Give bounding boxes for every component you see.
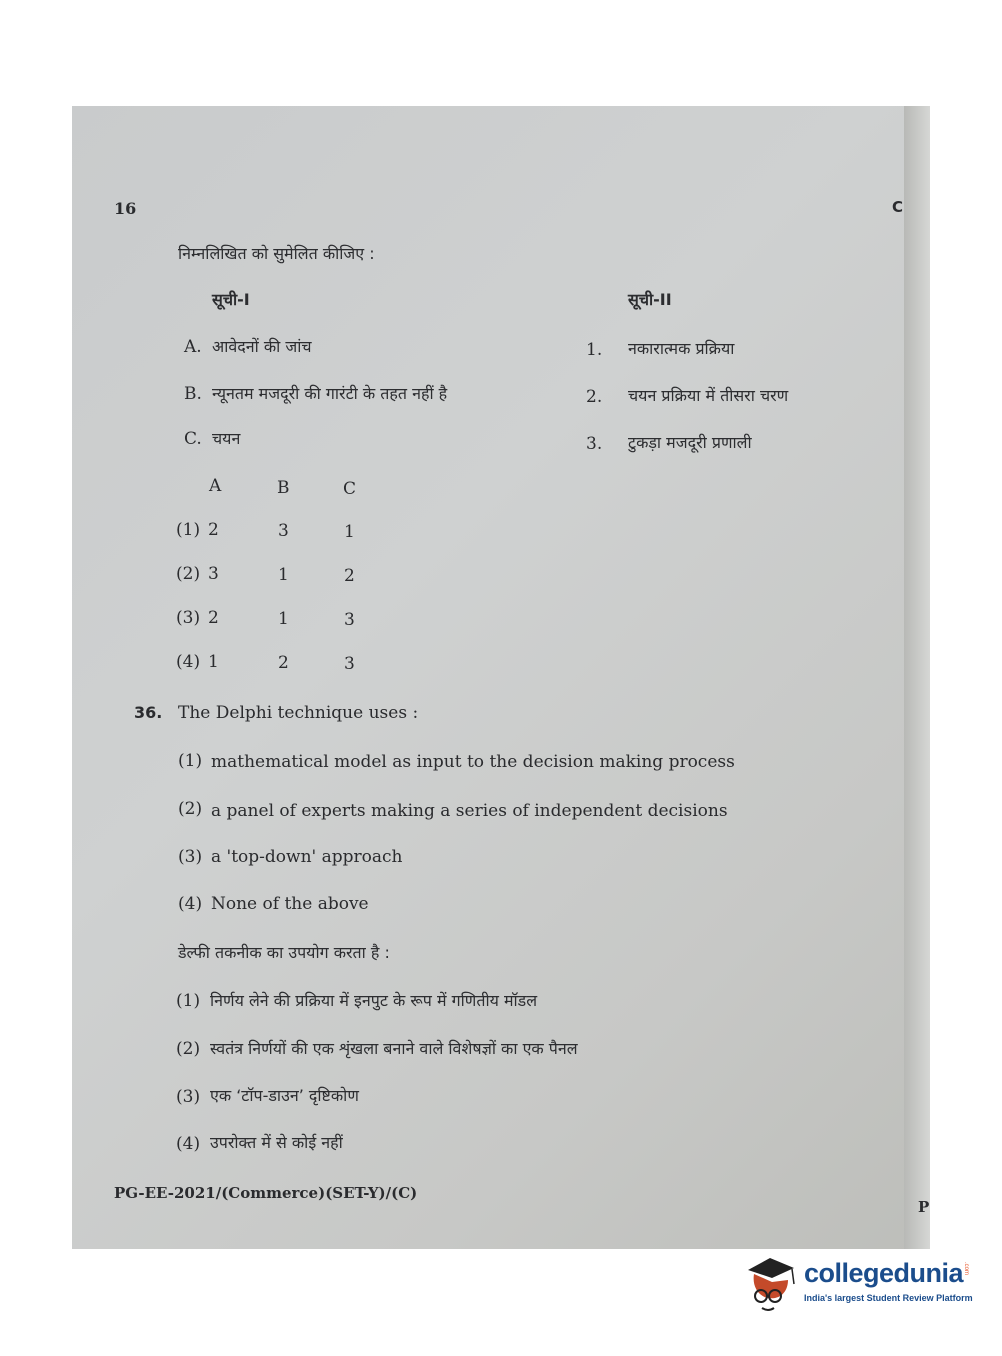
list2-heading: सूची-II — [628, 290, 672, 309]
answer-option-value: 3 — [344, 610, 355, 630]
option-text-hi: उपरोक्त में से कोई नहीं — [210, 1133, 343, 1152]
option-text-hi: एक ‘टॉप-डाउन’ दृष्टिकोण — [210, 1086, 359, 1105]
answer-option-value: 2 — [344, 566, 355, 586]
list2-item-2: चयन प्रक्रिया में तीसरा चरण — [628, 386, 789, 405]
option-text-hi: स्वतंत्र निर्णयों की एक शृंखला बनाने वाले विशेषज्ञों का एक पैनल — [210, 1039, 578, 1058]
list1-label-c: C. — [184, 429, 202, 449]
answer-option-label: (2) — [176, 564, 201, 584]
brand-name: collegedunia — [804, 1258, 964, 1288]
option-text-en: mathematical model as input to the decision making process — [211, 752, 735, 772]
answer-header-b: B — [277, 478, 290, 498]
option-label-en: (2) — [178, 799, 203, 819]
answer-option-value: 2 — [208, 608, 219, 628]
option-text-en: None of the above — [211, 894, 369, 914]
footer-paper-code: PG-EE-2021/(Commerce)(SET-Y)/(C) — [114, 1184, 418, 1202]
list1-item-b: न्यूनतम मजदूरी की गारंटी के तहत नहीं है — [212, 384, 448, 403]
answer-option-value: 1 — [278, 565, 289, 585]
answer-option-value: 1 — [278, 609, 289, 629]
answer-option-value: 3 — [208, 564, 219, 584]
list2-label-2: 2. — [586, 387, 603, 407]
option-label-hi: (2) — [176, 1039, 201, 1059]
answer-option-value: 2 — [278, 653, 289, 673]
answer-option-label: (3) — [176, 608, 201, 628]
scanned-page-photo — [72, 106, 930, 1249]
brand-com: .com — [963, 1262, 969, 1276]
match-instruction: निम्नलिखित को सुमेलित कीजिए : — [178, 244, 375, 263]
option-label-hi: (3) — [176, 1087, 201, 1107]
brand-tagline: India's largest Student Review Platform — [804, 1293, 973, 1303]
option-label-hi: (4) — [176, 1134, 201, 1154]
list1-label-a: A. — [184, 337, 202, 357]
list1-label-b: B. — [184, 384, 202, 404]
answer-option-value: 3 — [278, 521, 289, 541]
question-number: 36. — [134, 703, 163, 722]
option-text-hi: निर्णय लेने की प्रक्रिया में इनपुट के रूप में गणितीय मॉडल — [210, 991, 538, 1010]
answer-option-value: 1 — [208, 652, 219, 672]
option-label-en: (4) — [178, 894, 203, 914]
list1-heading: सूची-I — [212, 290, 250, 309]
option-label-en: (1) — [178, 751, 203, 771]
page-edge-shadow — [904, 106, 930, 1249]
list1-item-a: आवेदनों की जांच — [212, 337, 312, 356]
answer-header-a: A — [209, 476, 222, 496]
footer-right-letter: P — [918, 1198, 930, 1216]
option-label-en: (3) — [178, 847, 203, 867]
list2-label-3: 3. — [586, 434, 603, 454]
answer-option-value: 2 — [208, 520, 219, 540]
list1-item-c: चयन — [212, 429, 241, 448]
page-corner-letter: C — [892, 198, 904, 216]
collegedunia-logo — [744, 1252, 974, 1316]
question-stem-hi: डेल्फी तकनीक का उपयोग करता है : — [178, 943, 390, 962]
answer-option-value: 1 — [344, 522, 355, 542]
option-text-en: a 'top-down' approach — [211, 847, 403, 867]
answer-option-label: (4) — [176, 652, 201, 672]
option-label-hi: (1) — [176, 991, 201, 1011]
option-text-en: a panel of experts making a series of independent decisions — [211, 801, 728, 821]
question-stem-en: The Delphi technique uses : — [178, 703, 419, 723]
answer-header-c: C — [343, 479, 357, 499]
answer-option-label: (1) — [176, 520, 201, 540]
list2-label-1: 1. — [586, 340, 603, 360]
list2-item-3: टुकड़ा मजदूरी प्रणाली — [628, 433, 752, 452]
page-number: 16 — [114, 199, 137, 218]
list2-item-1: नकारात्मक प्रक्रिया — [628, 339, 735, 358]
mascot-icon — [744, 1252, 802, 1316]
answer-option-value: 3 — [344, 654, 355, 674]
